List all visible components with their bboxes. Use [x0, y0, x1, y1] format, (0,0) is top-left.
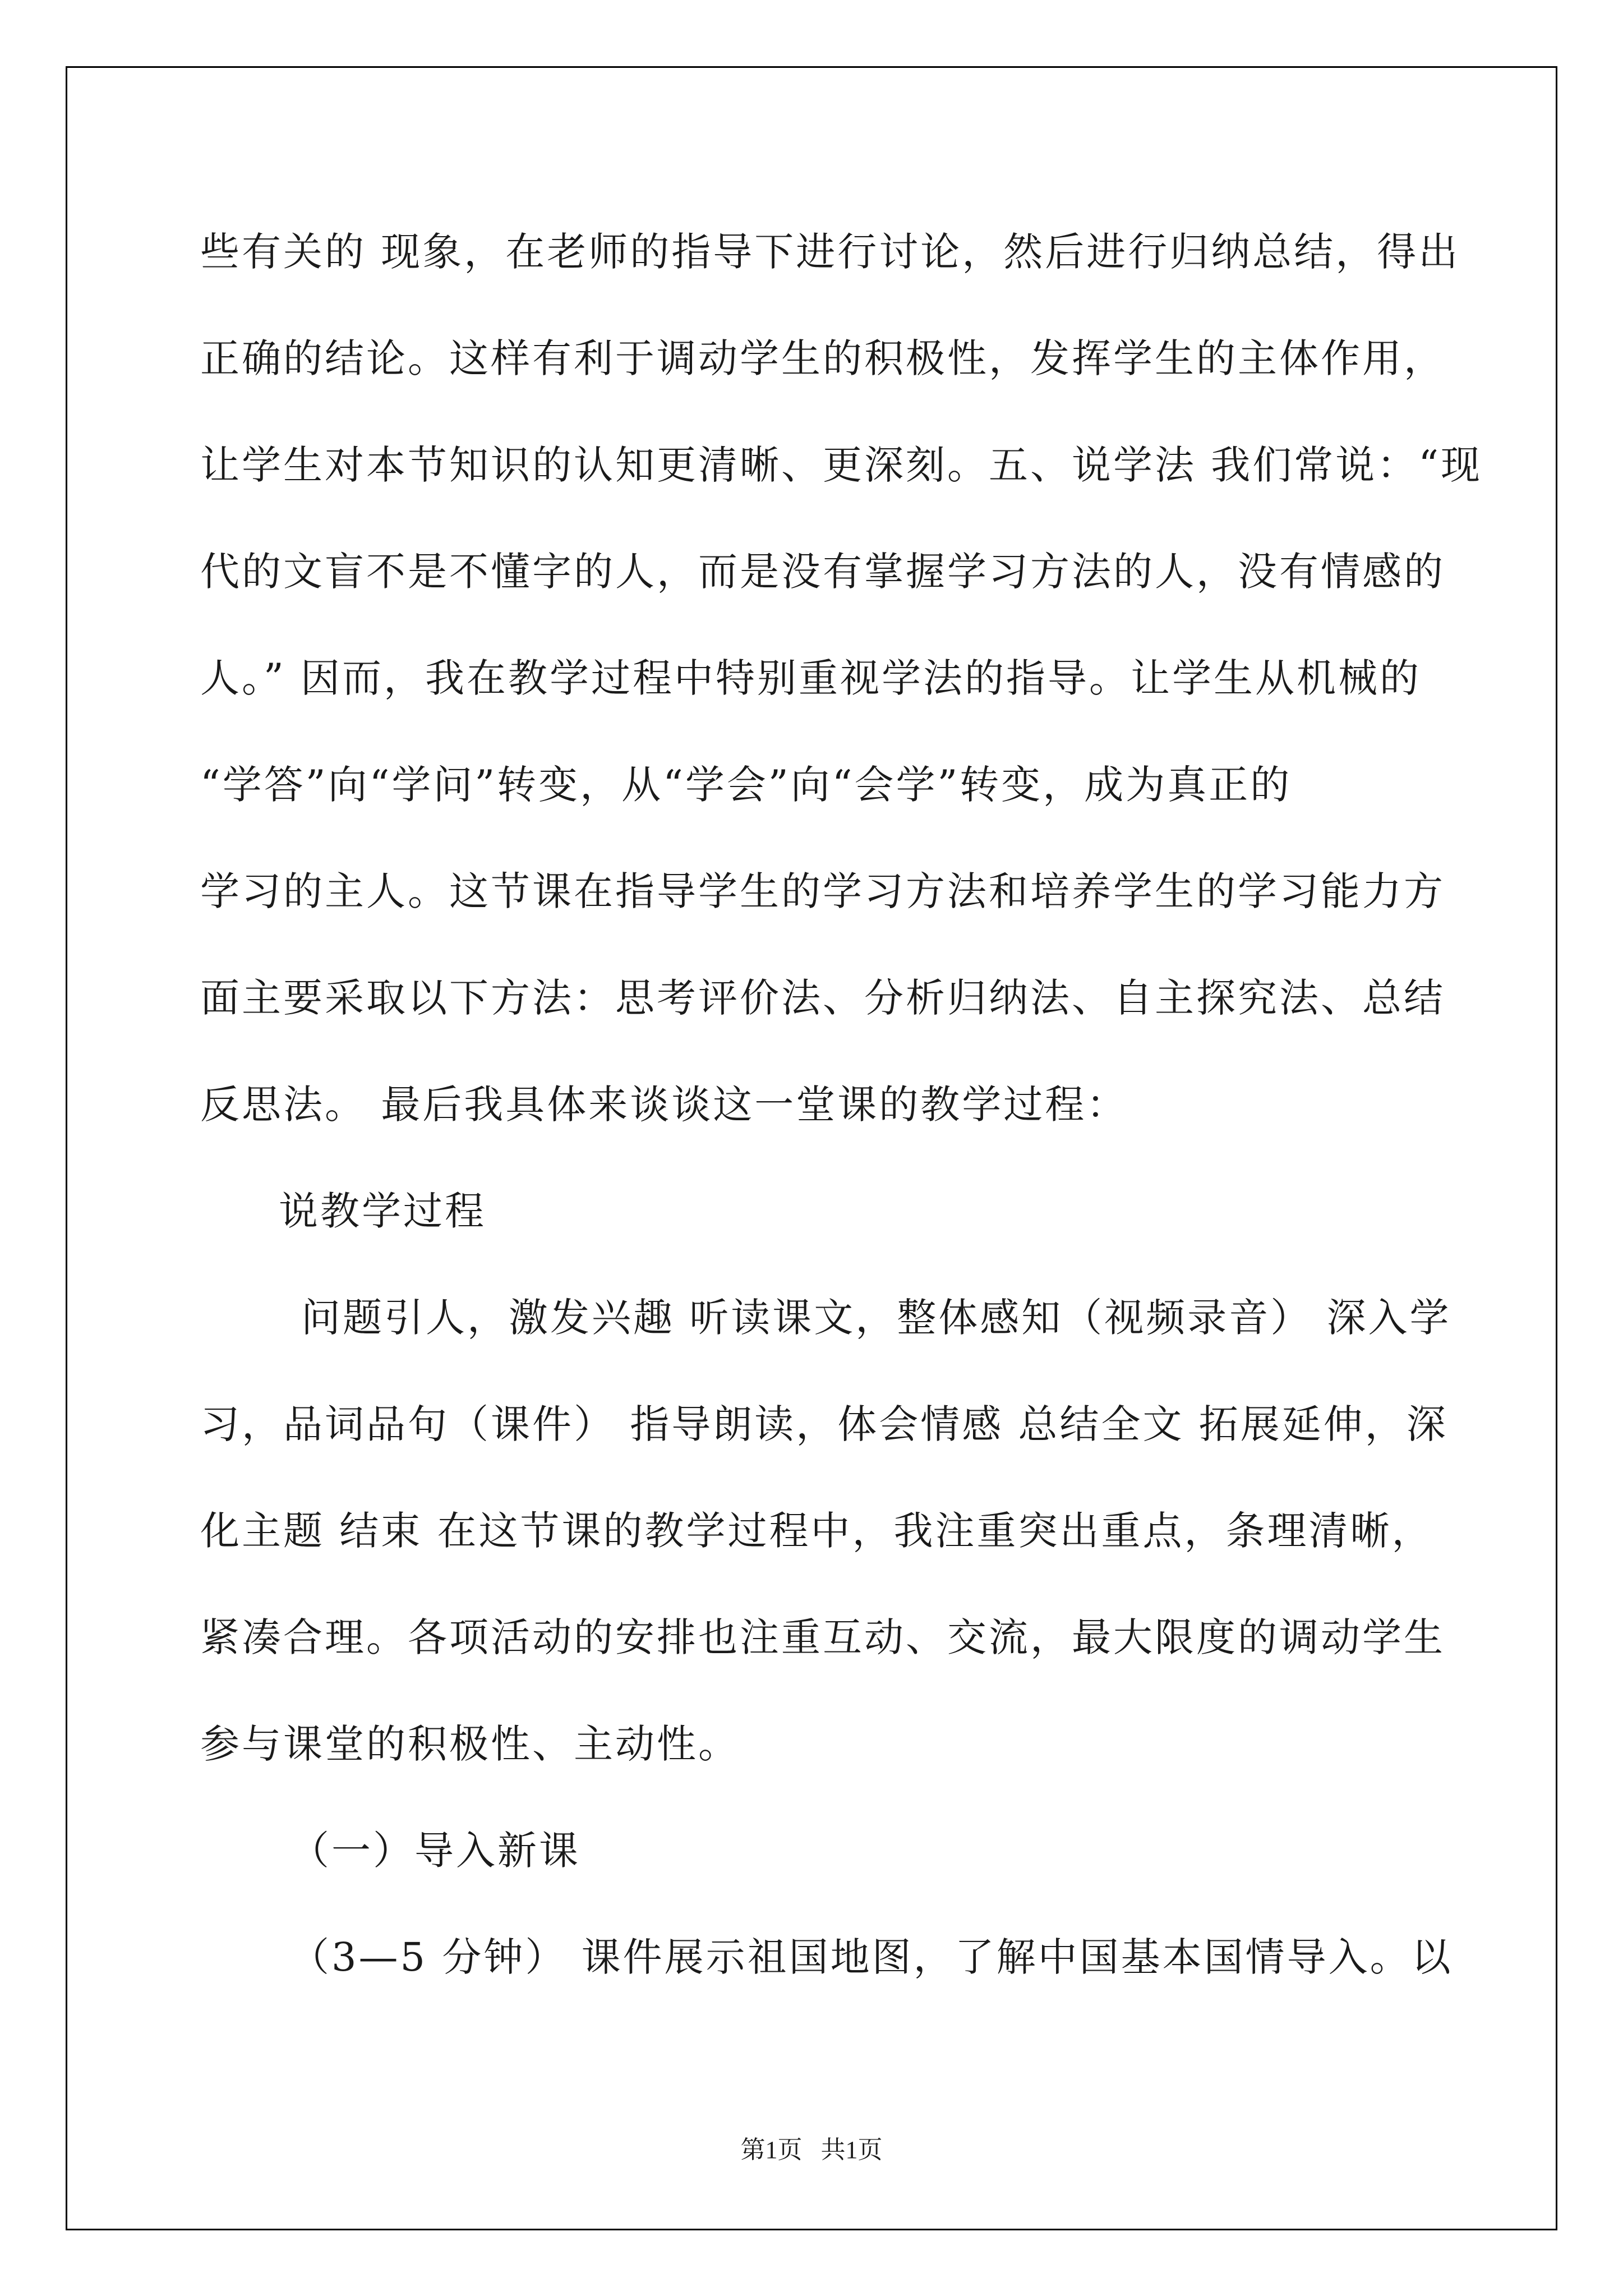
text-line: 面主要采取以下方法：思考评价法、分析归纳法、自主探究法、总结 — [200, 975, 1445, 1021]
page-number-footer: 第1页 共1页 — [740, 2136, 883, 2164]
text-line: 化主题 结束 在这节课的教学过程中，我注重突出重点，条理清晰， — [200, 1508, 1433, 1554]
text-line: 些有关的 现象，在老师的指导下进行讨论，然后进行归纳总结，得出 — [200, 229, 1460, 275]
text-line: 紧凑合理。各项活动的安排也注重互动、交流，最大限度的调动学生 — [200, 1614, 1445, 1660]
text-line: 让学生对本节知识的认知更清晰、更深刻。五、说学法 我们常说：“现 — [200, 442, 1483, 488]
text-line: 代的文盲不是不懂字的人，而是没有掌握学习方法的人，没有情感的 — [200, 549, 1445, 595]
text-line: 人。” 因而，我在教学过程中特别重视学法的指导。让学生从机械的 — [200, 655, 1422, 701]
text-line: “学答”向“学问”转变，从“学会”向“会学”转变，成为真正的 — [200, 762, 1292, 808]
text-line: 问题引人，激发兴趣 听读课文，整体感知（视频录音） 深入学 — [301, 1295, 1451, 1341]
text-line: 正确的结论。这样有利于调动学生的积极性，发挥学生的主体作用， — [200, 335, 1445, 381]
text-line: 反思法。 最后我具体来谈谈这一堂课的教学过程： — [200, 1082, 1128, 1128]
text-line: （3—5 分钟） 课件展示祖国地图，了解中国基本国情导入。以 — [290, 1934, 1453, 1980]
section-heading: 说教学过程 — [279, 1188, 486, 1234]
page-border — [66, 66, 1557, 2230]
text-line: 习，品词品句（课件） 指导朗读，体会情感 总结全文 拓展延伸，深 — [200, 1401, 1448, 1447]
subsection-heading: （一）导入新课 — [290, 1828, 580, 1874]
text-line: 参与课堂的积极性、主动性。 — [200, 1721, 740, 1767]
text-line: 学习的主人。这节课在指导学生的学习方法和培养学生的学习能力方 — [200, 868, 1445, 914]
